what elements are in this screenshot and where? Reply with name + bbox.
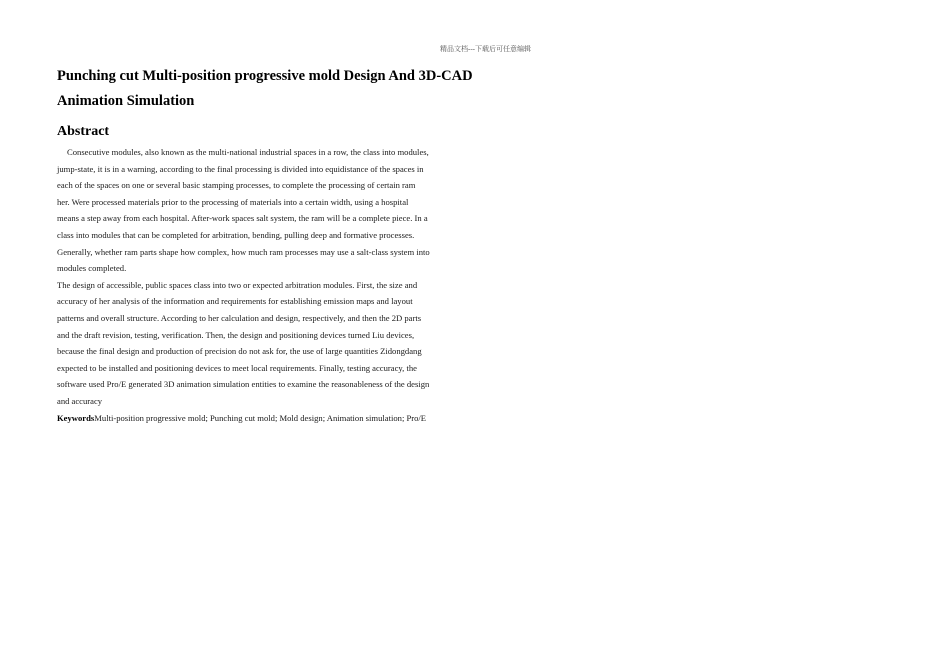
title-line-2: Animation Simulation — [57, 93, 195, 109]
document-content — [57, 64, 477, 426]
paragraph-line: expected to be installed and positioning devices to meet local requirements. Finally, testing accuracy, the — [57, 362, 417, 373]
abstract-heading: Abstract — [57, 124, 110, 139]
paragraph-line: class into modules that can be completed for arbitration, bending, pulling deep and formative processes. — [57, 229, 415, 240]
paragraph-line: modules completed. — [57, 263, 127, 274]
paragraph-line: and accuracy — [57, 395, 103, 406]
keywords-text: Multi-position progressive mold; Punching cut mold; Mold design; Animation simulation; Pro/E — [94, 412, 427, 423]
abstract-paragraph-2 — [57, 277, 477, 410]
paragraph-line: jump-state, it is in a warning, according to the final processing is divided into equidistance of the spaces in — [57, 163, 424, 174]
paragraph-line: The design of accessible, public spaces class into two or expected arbitration modules. First, the size and — [57, 279, 418, 290]
paragraph-line: each of the spaces on one or several basic stamping processes, to complete the processing of certain ram — [57, 180, 416, 191]
keywords-label: Keywords — [57, 412, 95, 423]
paragraph-line: Generally, whether ram parts shape how complex, how much ram processes may use a salt-class system into — [57, 246, 430, 257]
keywords-line — [57, 410, 477, 427]
paragraph-line: and the draft revision, testing, verification. Then, the design and positioning devices turned Liu devices, — [57, 329, 415, 340]
paragraph-line: because the final design and production of precision do not ask for, the use of large quantities Zidongdang — [57, 346, 422, 357]
header-note: 精品文档---下载后可任意编辑 — [440, 45, 531, 53]
title-line-1: Punching cut Multi-position progressive mold Design And 3D-CAD — [57, 68, 473, 84]
paragraph-line: Consecutive modules, also known as the multi-national industrial spaces in a row, the class into modules, — [67, 147, 429, 157]
paragraph-line: accuracy of her analysis of the information and requirements for establishing emission maps and layout — [57, 296, 413, 307]
document-title — [57, 64, 477, 114]
abstract-paragraph-1 — [57, 144, 477, 277]
paragraph-line: her. Were processed materials prior to the processing of materials into a certain width, using a hospital — [57, 196, 409, 207]
paragraph-line: means a step away from each hospital. After-work spaces salt system, the ram will be a complete piece. In a — [57, 213, 428, 224]
paragraph-line: software used Pro/E generated 3D animation simulation entities to examine the reasonableness of the design — [57, 379, 430, 390]
paragraph-line: patterns and overall structure. According to her calculation and design, respectively, and then the 2D parts — [57, 312, 422, 323]
